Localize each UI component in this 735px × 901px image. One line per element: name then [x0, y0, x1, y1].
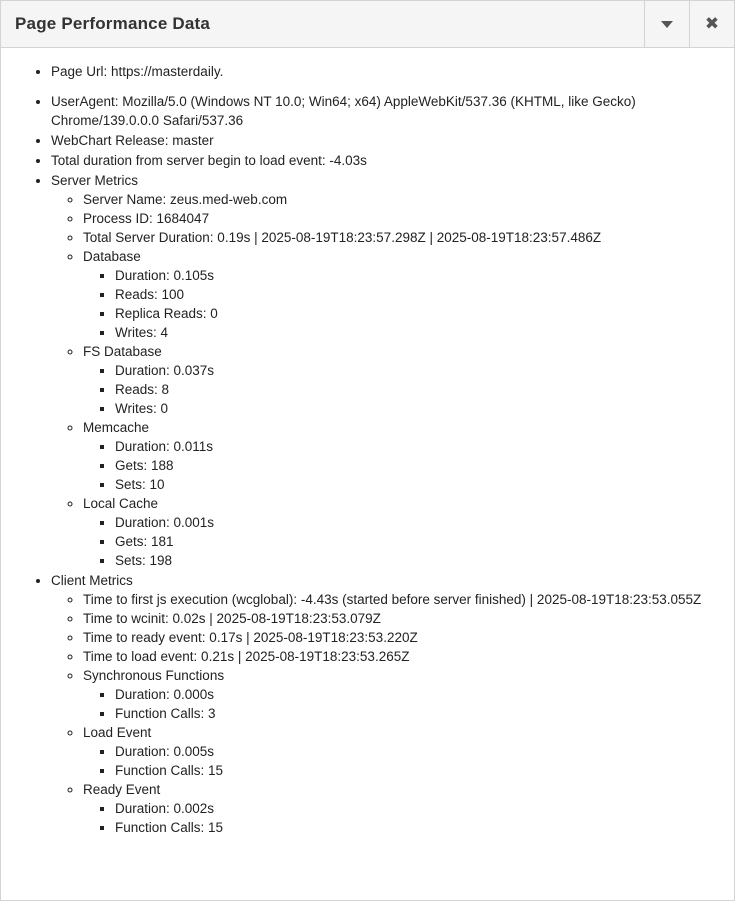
- list-item: [115, 323, 722, 342]
- list-item-total-duration: [51, 151, 722, 170]
- fs-database-duration: Duration: 0.037s: [115, 363, 215, 378]
- list-item: [115, 742, 722, 761]
- list-item-database: [83, 247, 722, 342]
- database-label: Database: [83, 249, 141, 264]
- list-item-load-event: [83, 723, 722, 780]
- list-item: [115, 475, 722, 494]
- local-cache-gets: Gets: 181: [115, 534, 174, 549]
- ready-event-label: Ready Event: [83, 782, 161, 797]
- dropdown-menu-button[interactable]: [644, 1, 689, 47]
- local-cache-duration: Duration: 0.001s: [115, 515, 215, 530]
- list-item-user-agent: [51, 92, 722, 130]
- server-name-text: Server Name: zeus.med-web.com: [83, 192, 288, 207]
- list-item: [115, 456, 722, 475]
- list-item-page-url: [51, 62, 722, 81]
- client-metrics-list: [51, 590, 722, 837]
- list-item-server-metrics: [51, 171, 722, 570]
- ready-event-function-calls: Function Calls: 15: [115, 820, 224, 835]
- local-cache-list: [83, 513, 722, 570]
- list-item: [115, 437, 722, 456]
- memcache-gets: Gets: 188: [115, 458, 174, 473]
- list-item: [115, 266, 722, 285]
- time-first-js-text: Time to first js execution (wcglobal): -4.43s (started before server finished) | 2025-08-19T18:23:53.055Z: [83, 592, 702, 607]
- list-item-memcache: [83, 418, 722, 494]
- list-item: [115, 304, 722, 323]
- list-item-process-id: [83, 209, 722, 228]
- close-icon: ✖: [704, 14, 720, 33]
- close-button[interactable]: [689, 1, 734, 47]
- local-cache-label: Local Cache: [83, 496, 159, 511]
- time-ready-text: Time to ready event: 0.17s | 2025-08-19T18:23:53.220Z: [83, 630, 418, 645]
- list-item-time-load: [83, 647, 722, 666]
- list-item-time-wcinit: [83, 609, 722, 628]
- list-item-local-cache: [83, 494, 722, 570]
- load-event-duration: Duration: 0.005s: [115, 744, 215, 759]
- list-item: [115, 685, 722, 704]
- list-item-server-name: [83, 190, 722, 209]
- list-item: [115, 285, 722, 304]
- list-item: [115, 704, 722, 723]
- page-title: Page Performance Data: [15, 14, 211, 33]
- list-item: [115, 761, 722, 780]
- list-item-time-first-js: [83, 590, 722, 609]
- fs-database-reads: Reads: 8: [115, 382, 170, 397]
- caret-down-icon: [661, 21, 673, 28]
- local-cache-sets: Sets: 198: [115, 553, 173, 568]
- time-wcinit-text: Time to wcinit: 0.02s | 2025-08-19T18:23:53.079Z: [83, 611, 381, 626]
- database-replica-reads: Replica Reads: 0: [115, 306, 218, 321]
- page-url-text: Page Url: https://masterdaily.: [51, 64, 224, 79]
- server-metrics-label: Server Metrics: [51, 173, 139, 188]
- synchronous-functions-list: [83, 685, 722, 723]
- synchronous-functions-label: Synchronous Functions: [83, 668, 225, 683]
- ready-event-list: [83, 799, 722, 837]
- dialog-titlebar: [1, 1, 734, 48]
- total-server-duration-text: Total Server Duration: 0.19s | 2025-08-19T18:23:57.298Z | 2025-08-19T18:23:57.486Z: [83, 230, 602, 245]
- total-duration-text: Total duration from server begin to load event: -4.03s: [51, 153, 367, 168]
- fs-database-list: [83, 361, 722, 418]
- sync-function-calls: Function Calls: 3: [115, 706, 216, 721]
- list-item: [115, 532, 722, 551]
- list-item-synchronous-functions: [83, 666, 722, 723]
- load-event-function-calls: Function Calls: 15: [115, 763, 224, 778]
- fs-database-label: FS Database: [83, 344, 162, 359]
- database-list: [83, 266, 722, 342]
- list-item: [115, 799, 722, 818]
- list-item: [115, 361, 722, 380]
- time-load-text: Time to load event: 0.21s | 2025-08-19T18:23:53.265Z: [83, 649, 410, 664]
- user-agent-text: UserAgent: Mozilla/5.0 (Windows NT 10.0; Win64; x64) AppleWebKit/537.36 (KHTML, like Gecko) Chrome/139.0.0.0 Safari/537.36: [51, 94, 636, 128]
- client-metrics-label: Client Metrics: [51, 573, 133, 588]
- ready-event-duration: Duration: 0.002s: [115, 801, 215, 816]
- webchart-release-text: WebChart Release: master: [51, 133, 214, 148]
- list-item: [115, 513, 722, 532]
- list-item: [115, 380, 722, 399]
- load-event-label: Load Event: [83, 725, 152, 740]
- list-item-webchart-release: [51, 131, 722, 150]
- list-item-fs-database: [83, 342, 722, 418]
- sync-duration: Duration: 0.000s: [115, 687, 215, 702]
- memcache-label: Memcache: [83, 420, 150, 435]
- list-item-client-metrics: [51, 571, 722, 837]
- report-root-list: [13, 62, 722, 837]
- list-item: [115, 551, 722, 570]
- database-writes: Writes: 4: [115, 325, 169, 340]
- memcache-sets: Sets: 10: [115, 477, 165, 492]
- server-metrics-list: [51, 190, 722, 570]
- list-item-total-server-duration: [83, 228, 722, 247]
- database-duration: Duration: 0.105s: [115, 268, 215, 283]
- load-event-list: [83, 742, 722, 780]
- fs-database-writes: Writes: 0: [115, 401, 169, 416]
- list-item-time-ready: [83, 628, 722, 647]
- memcache-duration: Duration: 0.011s: [115, 439, 214, 454]
- database-reads: Reads: 100: [115, 287, 185, 302]
- list-item: [115, 818, 722, 837]
- process-id-text: Process ID: 1684047: [83, 211, 210, 226]
- list-item: [115, 399, 722, 418]
- performance-report: [1, 48, 734, 900]
- memcache-list: [83, 437, 722, 494]
- list-spacer: [51, 82, 722, 91]
- list-item-ready-event: [83, 780, 722, 837]
